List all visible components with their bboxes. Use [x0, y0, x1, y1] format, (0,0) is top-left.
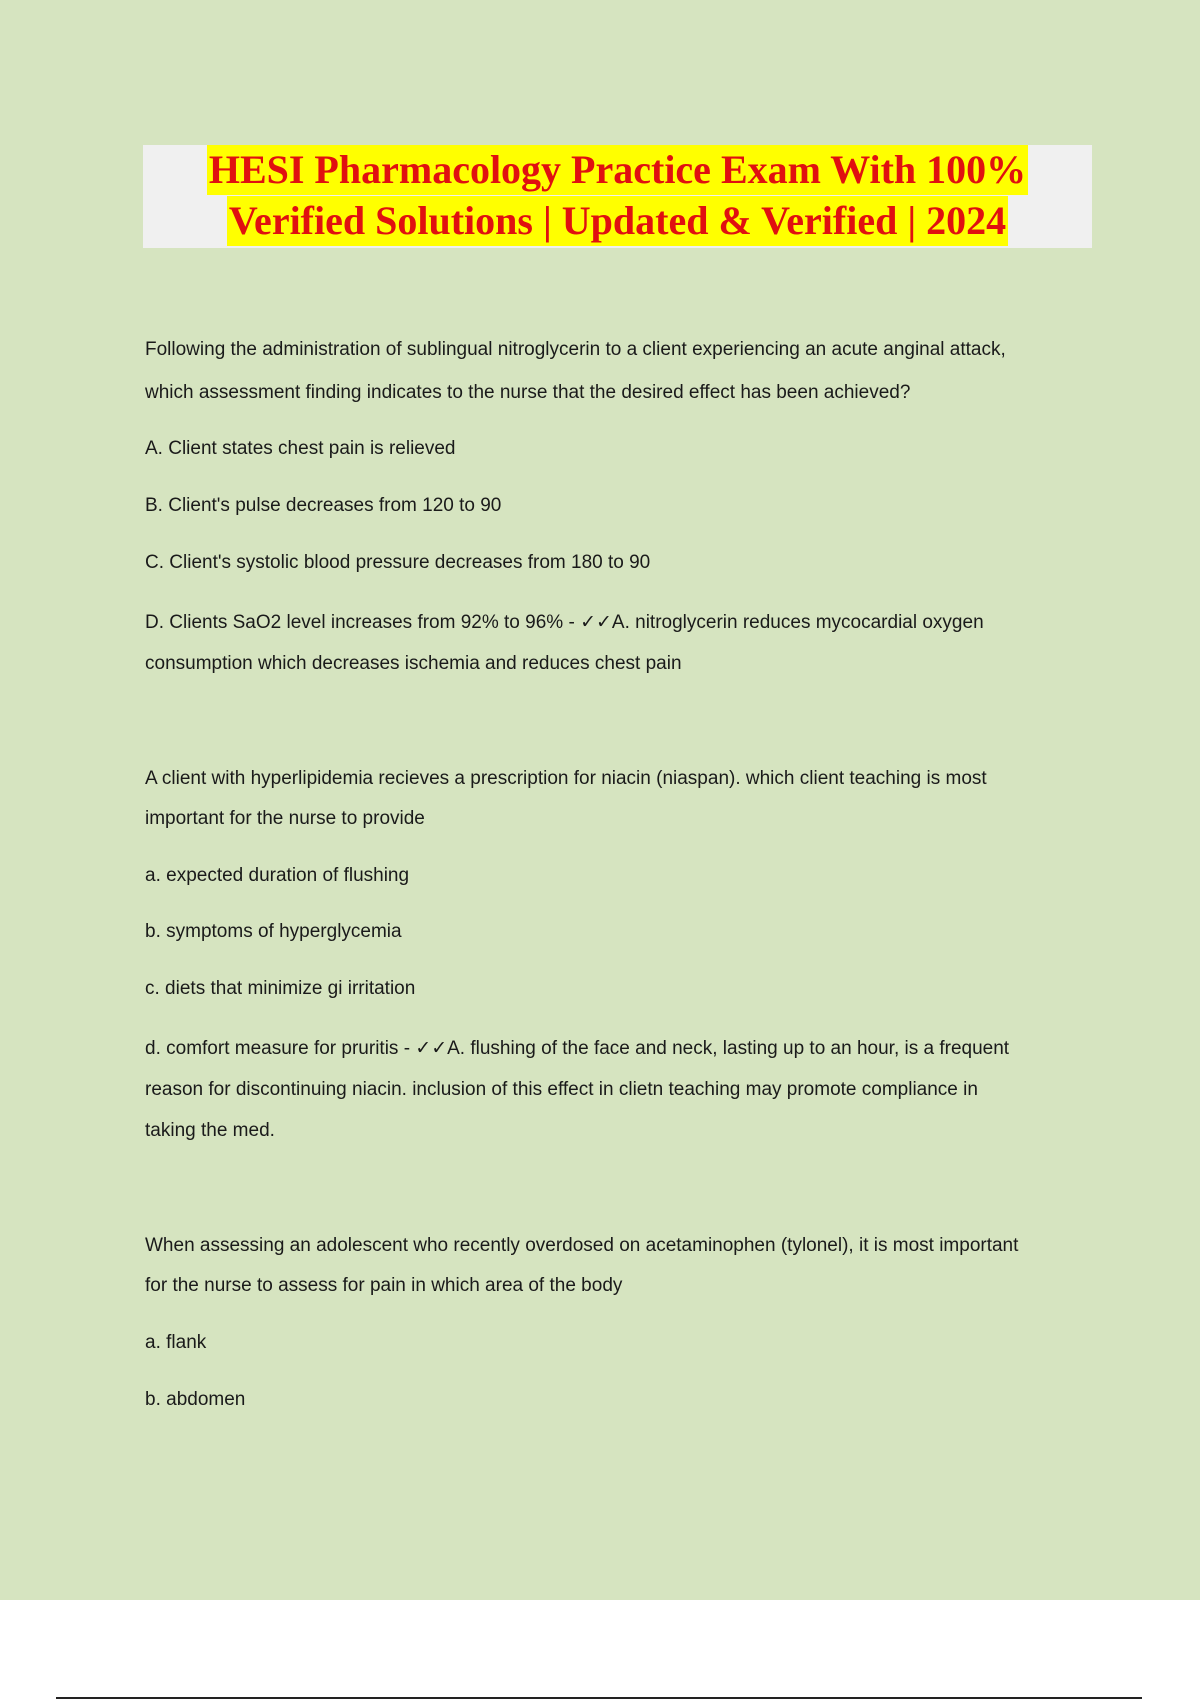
answer-option: b. abdomen — [145, 1389, 246, 1410]
answer-option: C. Client's systolic blood pressure decreases from 180 to 90 — [145, 552, 651, 573]
title-line-1: HESI Pharmacology Practice Exam With 100% — [207, 145, 1028, 195]
footer-divider — [56, 1697, 1142, 1699]
question-stem: which assessment finding indicates to the nurse that the desired effect has been achieved? — [145, 382, 911, 403]
answer-rationale: reason for discontinuing niacin. inclusion of this effect in clietn teaching may promote compliance in — [145, 1079, 978, 1100]
answer-rationale: taking the med. — [145, 1120, 275, 1141]
question-stem: When assessing an adolescent who recently overdosed on acetaminophen (tylonel), it is most important — [145, 1235, 1019, 1256]
question-stem: Following the administration of sublingual nitroglycerin to a client experiencing an acute anginal attack, — [145, 339, 1006, 360]
answer-option: a. flank — [145, 1332, 207, 1353]
answer-option: c. diets that minimize gi irritation — [145, 978, 416, 999]
document-title — [143, 145, 1092, 248]
title-line-2: Verified Solutions | Updated & Verified | 2024 — [227, 196, 1008, 246]
answer-option: A. Client states chest pain is relieved — [145, 438, 456, 459]
answer-option: b. symptoms of hyperglycemia — [145, 921, 402, 942]
answer-option-with-rationale: d. comfort measure for pruritis - ✓✓A. flushing of the face and neck, lasting up to an hour, is a frequent — [145, 1038, 1010, 1059]
answer-option-with-rationale: D. Clients SaO2 level increases from 92% to 96% - ✓✓A. nitroglycerin reduces mycocardial oxygen — [145, 612, 984, 633]
answer-option: B. Client's pulse decreases from 120 to 90 — [145, 495, 502, 516]
question-stem: A client with hyperlipidemia recieves a prescription for niacin (niaspan). which client teaching is most — [145, 768, 987, 789]
answer-option: a. expected duration of flushing — [145, 865, 410, 886]
question-stem: for the nurse to assess for pain in which area of the body — [145, 1275, 623, 1296]
answer-rationale: consumption which decreases ischemia and reduces chest pain — [145, 653, 682, 674]
question-stem: important for the nurse to provide — [145, 808, 425, 829]
